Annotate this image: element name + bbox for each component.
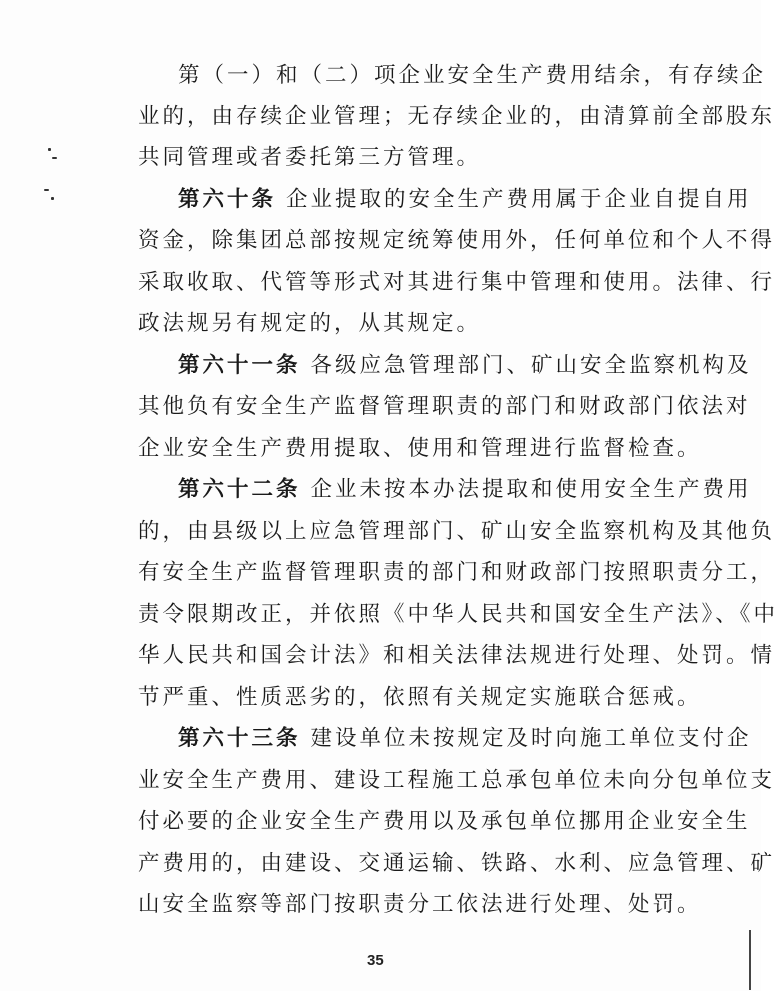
article-63-heading: 第六十三条 (178, 726, 301, 751)
scan-edge-mark (749, 930, 751, 990)
text-line: 责令限期改正，并依照《中华人民共和国安全生产法》、《中 (138, 602, 778, 627)
text-line: 山安全监察等部门按职责分工依法进行处理、处罚。 (138, 892, 702, 917)
text-line: 有安全生产监督管理职责的部门和财政部门按照职责分工， (138, 560, 776, 585)
text-line: 采取收取、代管等形式对其进行集中管理和使用。法律、行 (138, 270, 776, 295)
text-line: 资金，除集团总部按规定统筹使用外，任何单位和个人不得 (138, 228, 776, 253)
scan-mark (48, 148, 51, 151)
article-62-heading: 第六十二条 (178, 477, 301, 502)
text-line: 付必要的企业安全生产费用以及承包单位挪用企业安全生 (138, 809, 751, 834)
text-line: 企业安全生产费用提取、使用和管理进行监督检查。 (138, 436, 702, 461)
text-line: 政法规另有规定的，从其规定。 (138, 311, 482, 336)
text-line: 第（一）和（二）项企业安全生产费用结余，有存续企 (178, 63, 767, 88)
text-line: 共同管理或者委托第三方管理。 (138, 145, 482, 170)
text-line: 业安全生产费用、建设工程施工总承包单位未向分包单位支 (138, 768, 776, 793)
text-line: 节严重、性质恶劣的，依照有关规定实施联合惩戒。 (138, 685, 702, 710)
page-number: 35 (367, 952, 384, 969)
text-line: 其他负有安全生产监督管理职责的部门和财政部门依法对 (138, 394, 751, 419)
text-line: 产费用的，由建设、交通运输、铁路、水利、应急管理、矿 (138, 851, 776, 876)
article-62-first-line: 第六十二条 企业未按本办法提取和使用安全生产费用 (178, 477, 752, 502)
text-line: 业的，由存续企业管理；无存续企业的，由清算前全部股东 (138, 104, 776, 129)
scan-mark (51, 197, 54, 200)
article-61-heading: 第六十一条 (178, 353, 301, 378)
scan-mark (52, 157, 57, 159)
scan-mark (44, 189, 49, 191)
text-line: 华人民共和国会计法》和相关法律法规进行处理、处罚。情 (138, 643, 776, 668)
article-60-heading: 第六十条 (178, 187, 277, 212)
text-line: 的，由县级以上应急管理部门、矿山安全监察机构及其他负 (138, 519, 776, 544)
article-63-first-line: 第六十三条 建设单位未按规定及时向施工单位支付企 (178, 726, 752, 751)
article-61-first-line: 第六十一条 各级应急管理部门、矿山安全监察机构及 (178, 353, 752, 378)
article-60-first-line: 第六十条 企业提取的安全生产费用属于企业自提自用 (178, 187, 752, 212)
